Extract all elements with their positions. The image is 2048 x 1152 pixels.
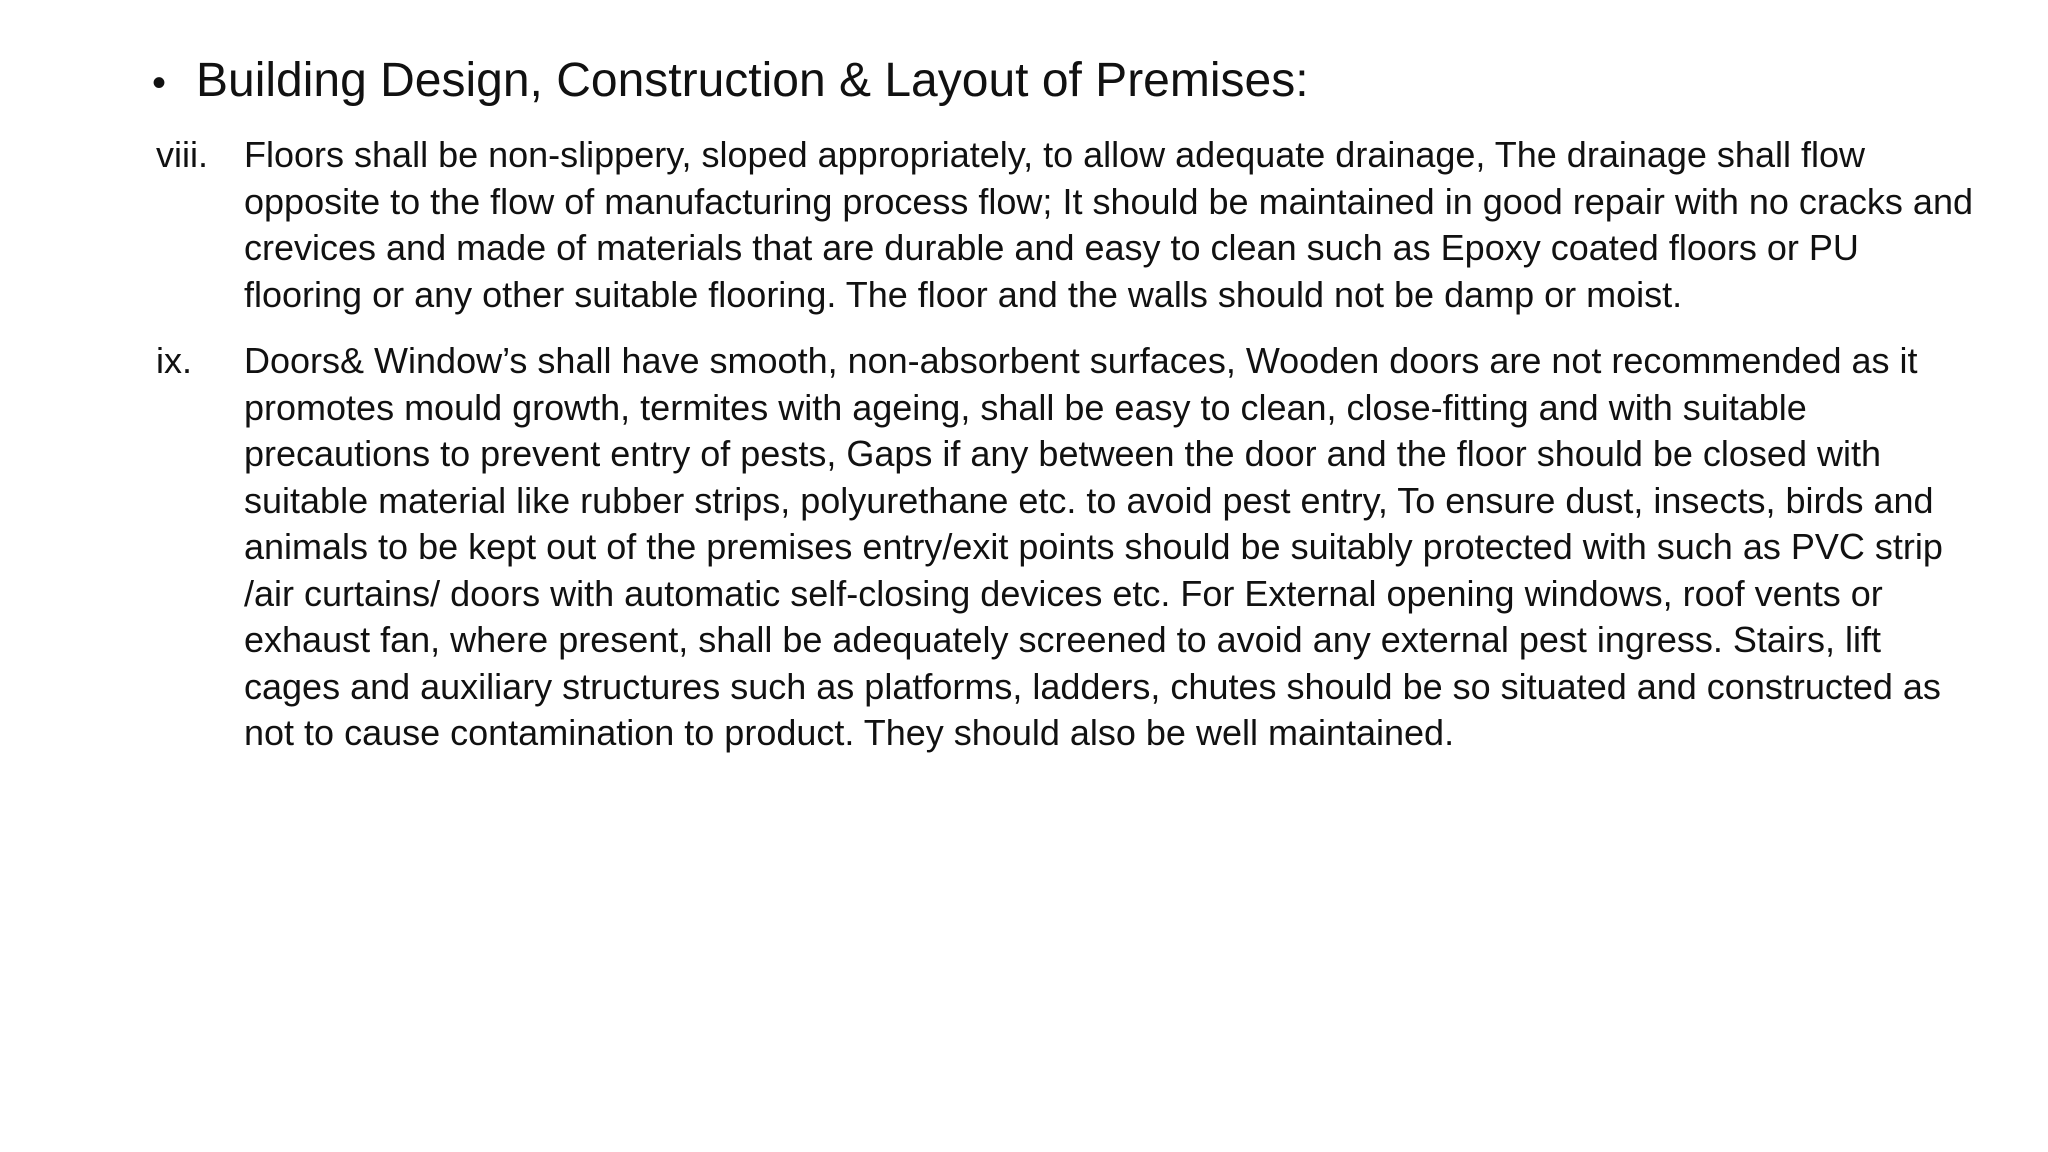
numbered-list [156, 132, 1986, 757]
list-item-viii [156, 132, 1986, 318]
list-item-text: Floors shall be non-slippery, sloped appropriately, to allow adequate drainage, The drainage shall flow opposite to the flow of manufacturing process flow; It should be maintained in good repair with no cracks and crevices and made of materials that are durable and easy to clean such as Epoxy coated floors or PU flooring or any other suitable flooring. The floor and the walls should not be damp or moist. [244, 134, 1973, 315]
slide-title: Building Design, Construction & Layout of Premises: [196, 54, 1309, 107]
list-item-number: ix. [156, 340, 192, 381]
slide-heading [152, 52, 1309, 112]
list-item-number: viii. [156, 134, 208, 175]
list-item-text: Doors& Window’s shall have smooth, non-absorbent surfaces, Wooden doors are not recommended as it promotes mould growth, termites with ageing, shall be easy to clean, close-fitting and with suitable precautions to prevent entry of pests, Gaps if any between the door and the floor should be closed with suitable material like rubber strips, polyurethane etc. to avoid pest entry, To ensure dust, insects, birds and animals to be kept out of the premises entry/exit points should be suitably protected with such as PVC strip /air curtains/ doors with automatic self-closing devices etc. For External opening windows, roof vents or exhaust fan, where present, shall be adequately screened to avoid any external pest ingress. Stairs, lift cages and auxiliary structures such as platforms, ladders, chutes should be so situated and constructed as not to cause contamination to product. They should also be well maintained. [244, 340, 1943, 753]
list-item-ix [156, 338, 1986, 757]
bullet-icon: • [152, 61, 167, 105]
